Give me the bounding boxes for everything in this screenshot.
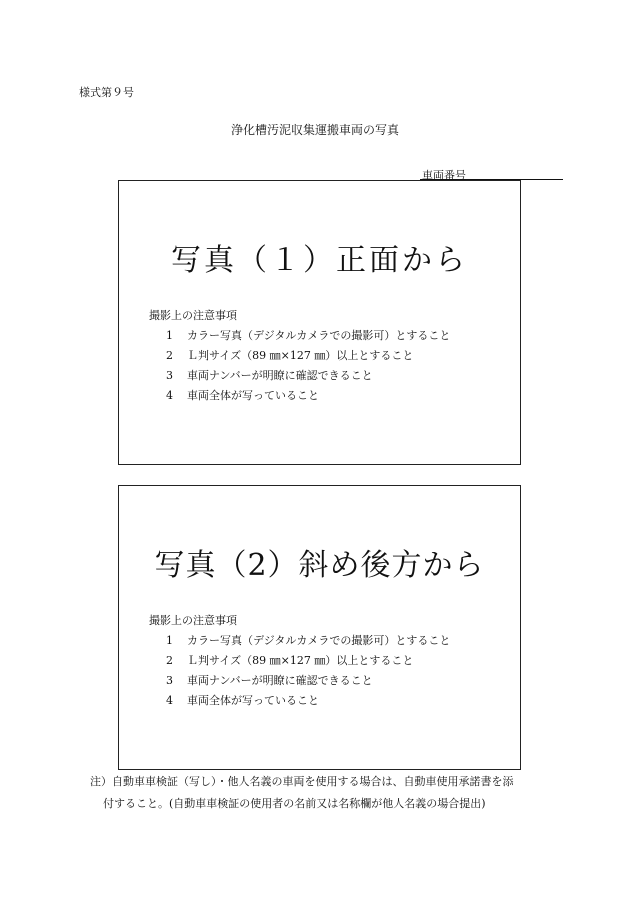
vehicle-number-field[interactable] (420, 164, 563, 180)
note-number: 1 (166, 329, 173, 342)
notes-title: 撮影上の注意事項 (149, 309, 237, 322)
note-text: Ｌ判サイズ（89 ㎜×127 ㎜）以上とすること (187, 654, 414, 667)
note-text: 車両ナンバーが明瞭に確認できること (187, 674, 373, 687)
note-number: 2 (166, 654, 173, 667)
note-number: 4 (166, 694, 173, 707)
note-text: カラー写真（デジタルカメラでの撮影可）とすること (187, 634, 451, 647)
photo-notes (149, 611, 504, 711)
note-text: Ｌ判サイズ（89 ㎜×127 ㎜）以上とすること (187, 349, 414, 362)
note-item (149, 346, 504, 366)
footnote-line: 注）自動車車検証（写し）・他人名義の車両を使用する場合は、自動車使用承諾書を添 (90, 775, 514, 788)
note-item (149, 631, 504, 651)
note-number: 3 (166, 369, 173, 382)
note-text: 車両ナンバーが明瞭に確認できること (187, 369, 373, 382)
footnote-line: 付すること。(自動車車検証の使用者の名前又は名称欄が他人名義の場合提出) (103, 797, 486, 810)
notes-title: 撮影上の注意事項 (149, 614, 237, 627)
note-number: 2 (166, 349, 173, 362)
footnote (90, 771, 570, 815)
note-text: 車両全体が写っていること (187, 694, 319, 707)
photo-box-rear-diagonal (118, 485, 521, 770)
photo-heading: 写真（2）斜め後方から (154, 548, 485, 583)
note-text: 車両全体が写っていること (187, 389, 319, 402)
vehicle-number-label: 車両番号 (422, 169, 466, 182)
document-title: 浄化槽汚泥収集運搬車両の写真 (230, 123, 399, 137)
photo-notes (149, 306, 504, 406)
form-number: 様式第９号 (79, 86, 134, 99)
note-item (149, 651, 504, 671)
note-number: 1 (166, 634, 173, 647)
note-number: 3 (166, 674, 173, 687)
note-number: 4 (166, 389, 173, 402)
note-item (149, 691, 504, 711)
note-item (149, 326, 504, 346)
photo-box-front (118, 180, 521, 465)
photo-heading: 写真（１）正面から (171, 243, 468, 278)
note-item (149, 366, 504, 386)
note-text: カラー写真（デジタルカメラでの撮影可）とすること (187, 329, 451, 342)
note-item (149, 671, 504, 691)
note-item (149, 386, 504, 406)
